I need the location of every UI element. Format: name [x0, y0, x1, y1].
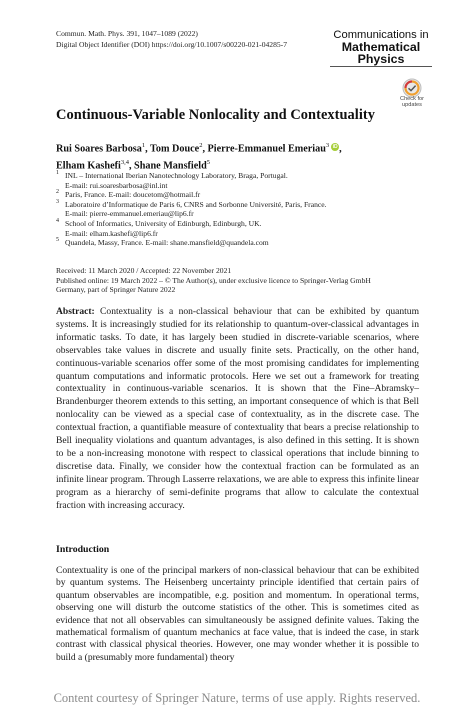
section-heading-introduction: Introduction [56, 544, 110, 555]
affiliation [56, 219, 376, 238]
author-name[interactable]: Rui Soares Barbosa [56, 143, 142, 155]
abstract [56, 306, 419, 513]
orcid-icon-label: iD [332, 144, 338, 151]
affiliation-text: Paris, France. E-mail: doucetom@hotmail.fr [65, 190, 201, 200]
journal-divider [330, 66, 432, 67]
paper-title: Continuous-Variable Nonlocality and Contextuality [56, 107, 375, 123]
affiliation-number: 2 [56, 189, 59, 196]
abstract-text: Contextuality is a non-classical behaviour that can be exhibited by quantum systems. It is increasingly studied for its relationship to quantum-over-classical advantages in informatic tasks. To date, it has largely been studied in discrete-variable scenarios, where observables take values in discrete and usually finite sets. Practically, on the other hand, continuous-variable scenarios offer some of the most promising candidates for implementing quantum computations and informatic protocols. Here we set out a framework for treating contextuality in continuous-variable scenarios. It is shown that the Fine–Abramsky–Brandenburger theorem extends to this setting, an important consequence of which is that Bell nonlocality can be viewed as a special case of contextuality, as in the discrete case. The contextual fraction, a quantifiable measure of contextuality that bears a precise relationship to Bell inequality violations and quantum advantages, is also defined in this setting. It is shown to be a non-increasing monotone with respect to classical operations that include binning to discretise data. Finally, we consider how the contextual fraction can be formulated as an infinite linear program. Through Lasserre relaxations, we are able to express this infinite linear program as a hierarchy of semi-definite programs that allow to calculate the contextual fraction with increasing accuracy. [56, 306, 419, 511]
affiliation-text: School of Informatics, University of Edinburgh, Edinburgh, UK. [65, 218, 262, 228]
affiliation [56, 200, 376, 219]
journal-name-line1: Communications in [333, 29, 429, 41]
affiliation-email[interactable]: E-mail: pierre-emmanuel.emeriau@lip6.fr [65, 209, 194, 219]
affiliation [56, 171, 376, 190]
affiliations [56, 171, 376, 248]
affiliation [56, 190, 376, 200]
author-list: Rui Soares Barbosa$^1$, Tom Douce$^2$, Pierre-Emmanuel Emeriau$^3$ iD , Elham Kashefi$^{3,4}$, Shane Mansfield$^5$ [56, 142, 342, 172]
affiliation [56, 238, 376, 248]
affiliation-number: 4 [56, 217, 59, 224]
publication-dates [56, 266, 420, 295]
author-affil-ref: 5 [206, 159, 211, 167]
received-date: Received: 11 March 2020 / Accepted: 22 November 2021 [56, 266, 232, 275]
affiliation-number: 5 [56, 237, 59, 244]
affiliation-text: Quandela, Massy, France. E-mail: shane.mansfield@quandela.com [65, 238, 269, 248]
doi-line[interactable]: Digital Object Identifier (DOI) https://doi.org/10.1007/s00220-021-04285-7 [56, 39, 288, 49]
badge-line2: updates [402, 102, 422, 109]
author-affil-ref: 3 [325, 142, 330, 149]
author-affil-ref: 2 [199, 142, 203, 149]
introduction-text: Contextuality is one of the principal markers of non-classical behaviour that can be exhibited by quantum systems. The Heisenberg uncertainty principle identified that certain pairs of quantum observables are incompatible, e.g. position and momentum. In operational terms, observing one will disturb the outcome statistics of the other. This is sometimes cited as evidence that not all observables can simultaneously be assigned definite values. Taking the mathematical formalism of quantum mechanics at face value, that is indeed the case, in stark contrast with classical physical theories. However, one may wonder whether it is possible to build a (presumably more fundamental) theory [56, 565, 419, 663]
check-for-updates-label[interactable] [392, 96, 432, 108]
orcid-icon[interactable] [331, 143, 339, 151]
author-name[interactable]: Pierre-Emmanuel Emeriau [207, 143, 326, 155]
author-affil-ref: 1 [141, 142, 146, 149]
affiliation-text: Laboratoire d’Informatique de Paris 6, CNRS and Sorbonne Université, Paris, France. [65, 199, 327, 209]
affiliation-number: 3 [56, 198, 59, 205]
affiliation-number: 1 [56, 170, 59, 176]
journal-name-line2: Mathematical [341, 40, 421, 54]
journal-citation: Commun. Math. Phys. 391, 1047–1089 (2022) [56, 29, 198, 38]
badge-line1: Check for [400, 96, 424, 102]
affiliation-email[interactable]: E-mail: elham.kashefi@lip6.fr [65, 228, 158, 238]
author-name[interactable]: Elham Kashefi [56, 160, 121, 172]
affiliation-text: INL – International Iberian Nanotechnology Laboratory, Braga, Portugal. [65, 171, 288, 180]
publisher-line: Germany, part of Springer Nature 2022 [56, 285, 176, 295]
author-name[interactable]: Shane Mansfield [134, 160, 207, 172]
published-date: Published online: 19 March 2022 – © The Author(s), under exclusive licence to Springer-Verlag GmbH [56, 275, 371, 285]
journal-logo [326, 29, 436, 65]
abstract-label: Abstract: [56, 306, 95, 317]
author-name[interactable]: Tom Douce [150, 143, 200, 155]
author-affil-ref: 3,4 [120, 159, 129, 167]
citation-header [56, 29, 287, 50]
journal-name-line3: Physics [357, 52, 405, 66]
copyright-footer: Content courtesy of Springer Nature, terms of use apply. Rights reserved. [53, 691, 421, 705]
affiliation-email[interactable]: E-mail: rui.soaresbarbosa@inl.int [65, 180, 168, 190]
